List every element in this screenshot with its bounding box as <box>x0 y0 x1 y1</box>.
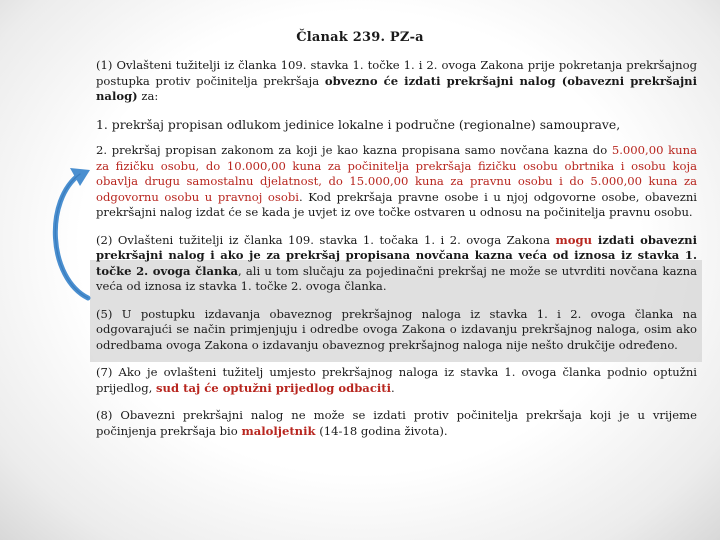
paragraph-2: (2) Ovlašteni tužitelji iz članka 109. stavka 1. točaka 1. i 2. ovoga Zakona mogu izdati obavezni prekršajni nalog i ako je za prekršaj propisana novčana kazna veća od iznosa iz stavka 1. točke 2. ovoga članka, ali u tom slučaju za pojedinačni prekršaj ne može se utvrditi novčana kazna veća od iznosa iz stavka 1. točke 2. ovoga članka. <box>96 232 697 293</box>
item-2: 2. prekršaj propisan zakonom za koji je kao kazna propisana samo novčana kazna do 5.000,00 kuna za fizičku osobu, do 10.000,00 kuna za počinitelja prekršaja fizičku osobu obrtnika i osobu koja obavlja drugu samostalnu djelatnost, do 15.000,00 kuna za pravnu osobu i do 5.000,00 kuna za odgovornu osobu u pravnoj osobi. Kod prekršaja pravne osobe i u njoj odgovorne osobe, obavezni prekršajni nalog izdat će se kada je uvjet iz ove točke ostvaren u odnosu na počinitelja pravnu osobu. <box>96 143 697 219</box>
paragraph-8: (8) Obavezni prekršajni nalog ne može se izdati protiv počinitelja prekršaja koji je u vrijeme počinjenja prekršaja bio maloljetnik (14-18 godina života). <box>96 408 697 438</box>
paragraph-7: (7) Ako je ovlašteni tužitelj umjesto prekršajnog naloga iz stavka 1. ovoga članka podnio optužni prijedlog, sud taj će optužni prijedlog odbaciti. <box>96 365 697 395</box>
paragraph-1: (1) Ovlašteni tužitelji iz članka 109. stavka 1. točke 1. i 2. ovoga Zakona prije pokretanja prekršajnog postupka protiv počinitelja prekršaja obvezno će izdati prekršajni nalog (obavezni prekršajni nalog) za: <box>96 58 697 103</box>
item-1: 1. prekršaj propisan odlukom jedinice lokalne i područne (regionalne) samouprave, <box>96 116 621 132</box>
paragraph-5: (5) U postupku izdavanja obaveznog prekršajnog naloga iz stavka 1. i 2. ovoga članka na odgovarajući se način primjenjuju i odredbe ovoga Zakona o izdavanju prekršajnog naloga, osim ako odredbama ovoga Zakona o izdavanju obaveznog prekršajnog naloga nije nešto drukčije određeno. <box>96 306 697 352</box>
page-title: Članak 239. PZ-a <box>296 30 424 45</box>
article-body <box>96 58 697 448</box>
curved-arrow-icon <box>40 160 100 310</box>
